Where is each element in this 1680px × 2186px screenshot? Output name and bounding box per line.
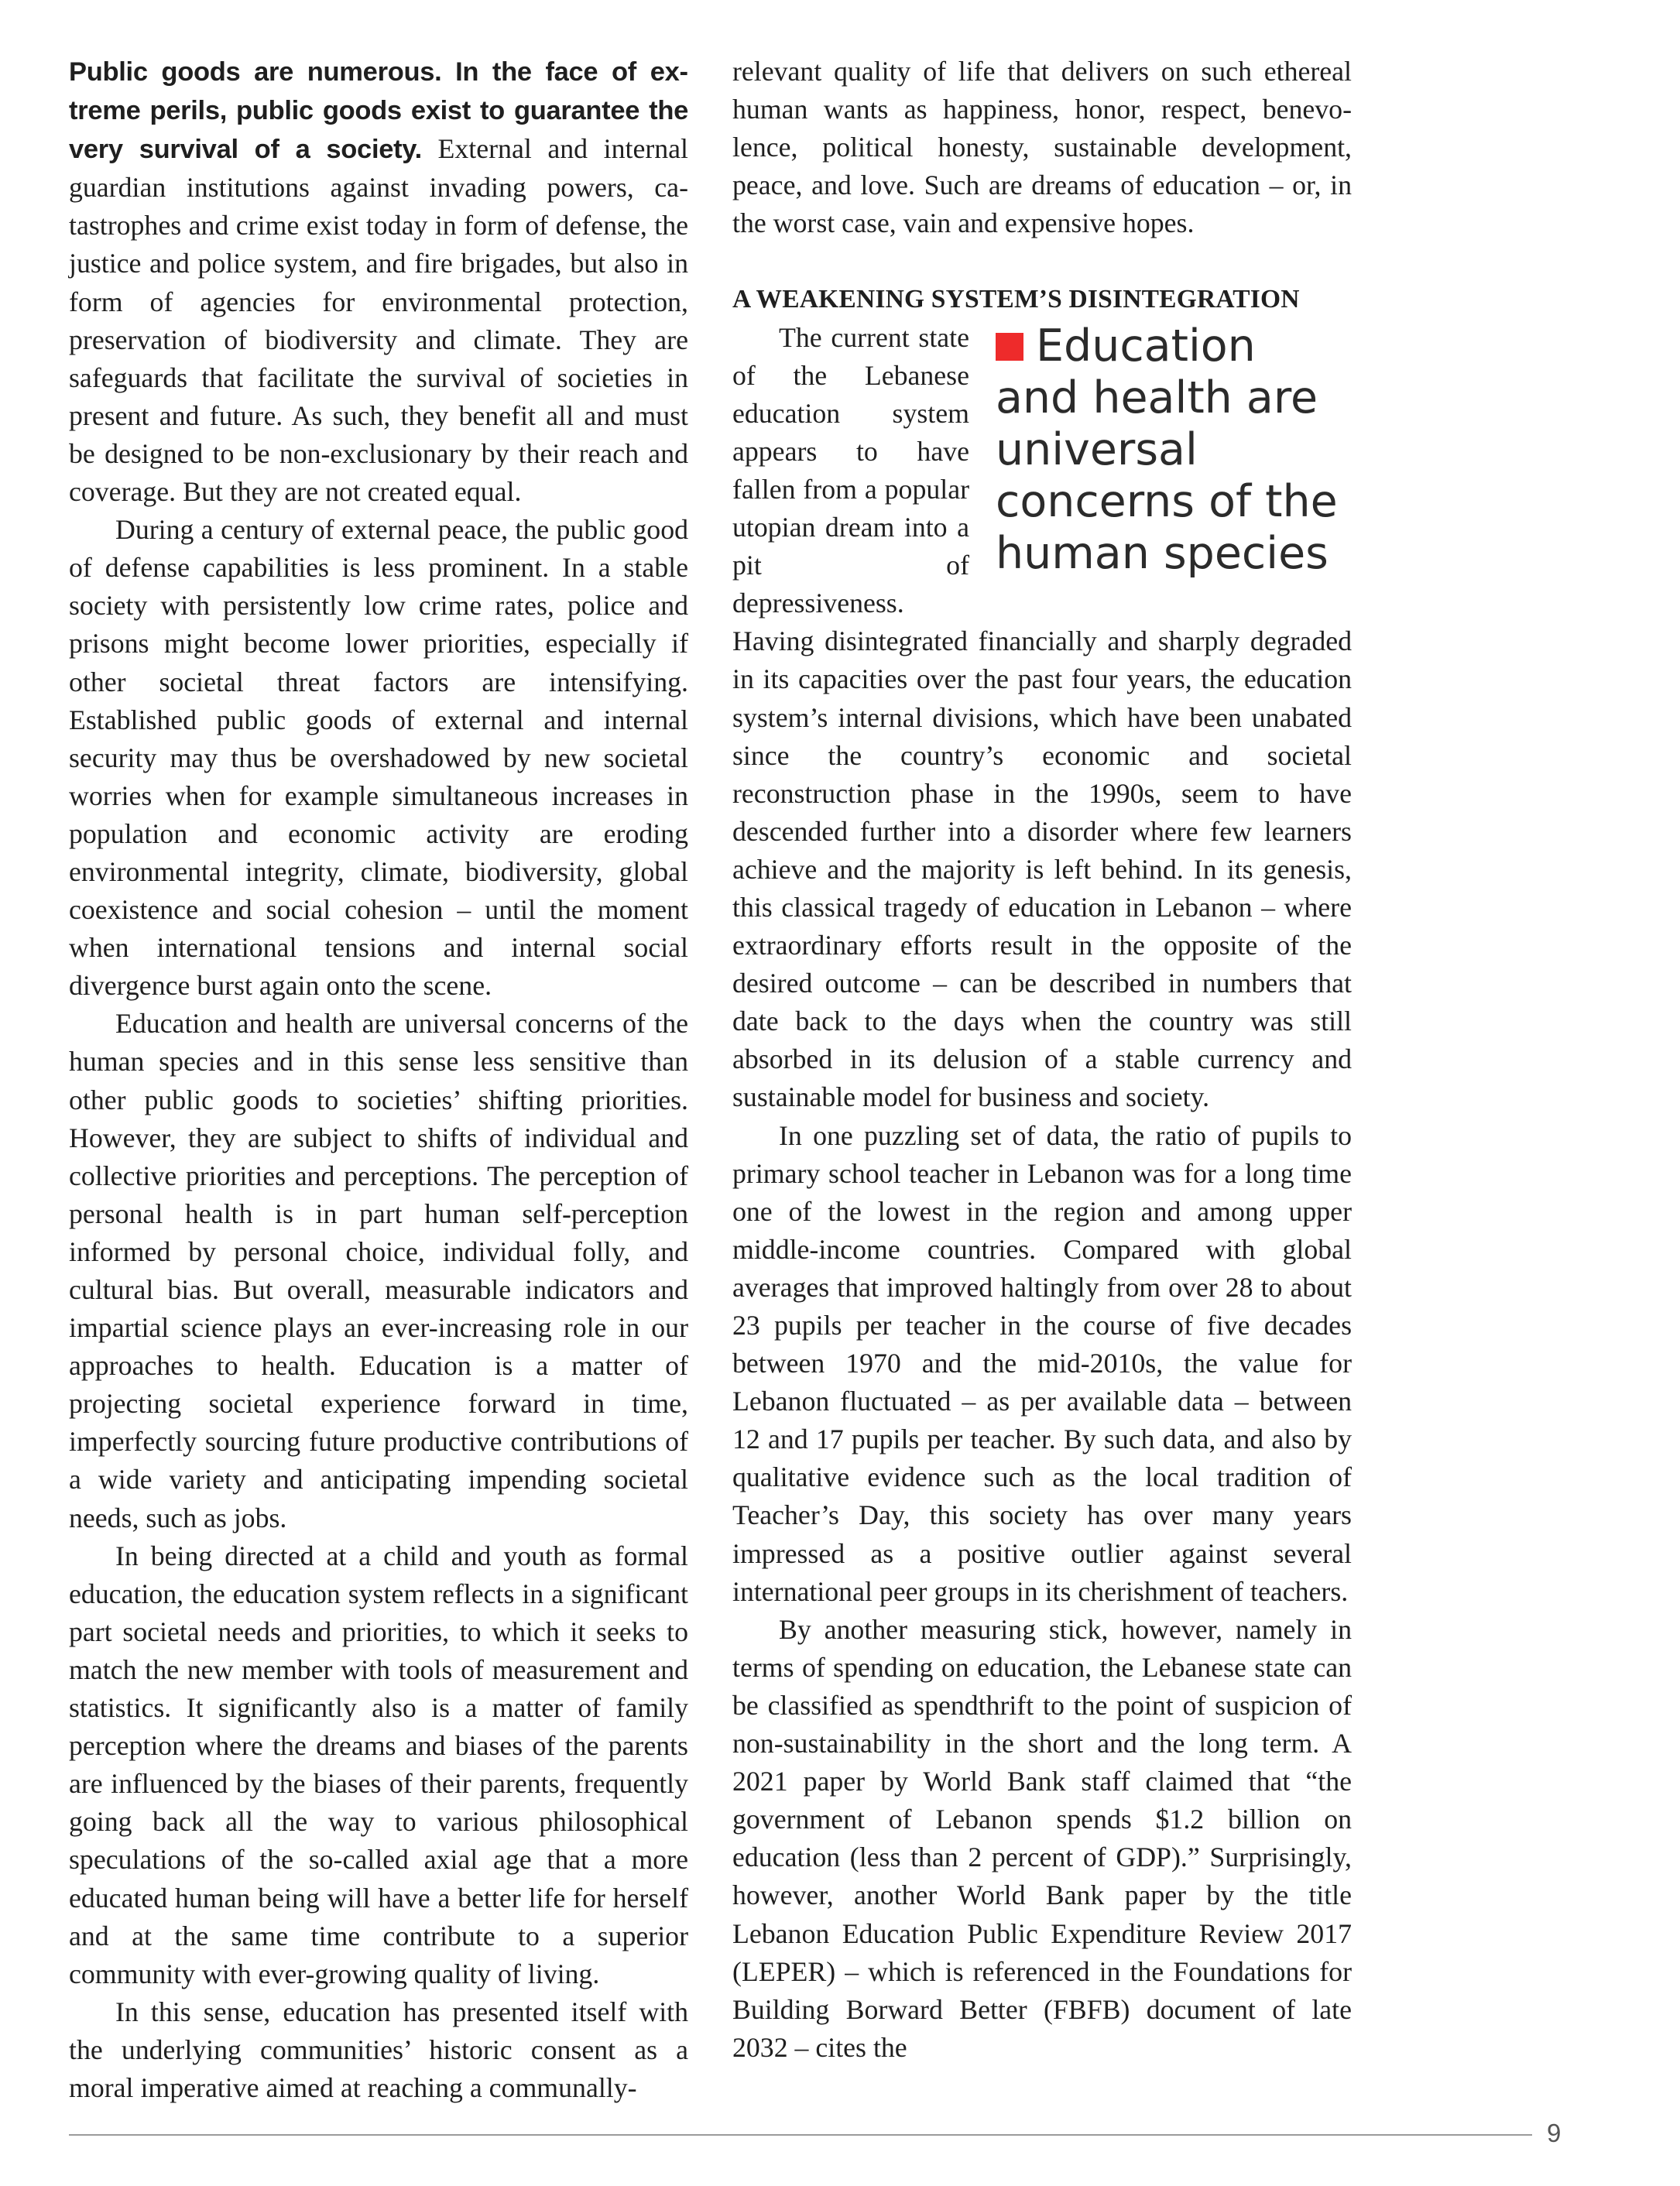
body-paragraph: Education and health are universal concerns of the human species and in this sense less sensitive than other public goods to societies’ shifting priorities. However, they are subject to shifts of individual and collective priorities and perceptions. The perception of personal health is in part human self-perception informed by personal choice, individual folly, and cultural bias. But overall, measurable indicators and impartial science plays an ever-increasing role in our approaches to health. Education is a matter of projecting societal experience forward in time, imperfectly sourcing future productive contributions of a wide variety and anticipating impending societal needs, such as jobs.: [69, 1008, 688, 1533]
body-paragraph: In this sense, education has presented itself with the underlying communities’ historic consent as a moral imperative aimed at reaching a communally-: [69, 1996, 688, 2103]
footer-rule: [69, 2134, 1532, 2136]
body-paragraph: In being directed at a child and youth as formal education, the education system reflects in a significant part societal needs and priorities, to which it seeks to match the new member with tools of measurement and statistics. It significantly also is a matter of family perception where the dreams and biases of the parents are influenced by the biases of their parents, frequently going back all the way to various philosophical speculations of the so-called axial age that a more educated human being will have a better life for herself and at the same time contribute to a superior community with ever-growing quality of living.: [69, 1540, 688, 1989]
lead-body-text: External and internal guardian institutions against invading powers, catastrophes and crime exist today in form of defense, the justice and police system, and fire brigades, but also in form of agencies for environmental protection, preservation of biodiversity and climate. They are safeguards that facilitate the survival of societies in present and future. As such, they benefit all and must be designed to be non-exclusionary by their reach and coverage. But they are not created equal.: [69, 133, 688, 508]
lead-bold-text: Public goods are numerous. In the face of extreme perils, public goods exist to guarantee the very survival of a society.: [69, 57, 688, 165]
right-column: [732, 53, 1352, 2067]
body-paragraph: During a century of external peace, the public good of defense capabilities is less prominent. In a stable society with persistently low crime rates, police and prisons might become lower priorities, especially if other societal threat factors are intensifying. Established public goods of external and internal security may thus be overshadowed by new societal worries when for example simultaneous increases in population and economic activity are eroding environmental integrity, climate, biodiversity, global coexistence and social cohesion – until the moment when international tensions and internal social divergence burst again onto the scene.: [69, 514, 688, 1002]
section-heading: A WEAKENING SYSTEM’S DISINTEGRATION: [732, 285, 1300, 314]
body-paragraph: In one puzzling set of data, the ratio of pupils to primary school teacher in Lebanon was for a long time one of the lowest in the region and among upper middle-income countries. Compared with global averages that improved haltingly from over 28 to about 23 pupils per teacher in the course of five decades between 1970 and the mid-2010s, the value for Lebanon fluctuated – as per available data – between 12 and 17 pupils per teacher. By such data, and also by qualitative evidence such as the local tradition of Teacher’s Day, this society has over many years impressed as a positive outlier against several international peer groups in its cherishment of teachers.: [732, 1119, 1352, 1607]
page-number: 9: [1547, 2119, 1562, 2147]
red-square-icon: [996, 333, 1023, 361]
lead-paragraph: [69, 53, 688, 511]
body-paragraph: By another measuring stick, however, namely in terms of spending on education, the Lebanese state can be classified as spendthrift to the point of suspicion of non-sustainability in the short and the long term. A 2021 paper by World Bank staff claimed that “the government of Lebanon spends $1.2 billion on education (less than 2 percent of GDP).” Surprisingly, however, another World Bank paper by the title Lebanon Education Public Expenditure Review 2017 (LEPER) – which is referenced in the Foundations for Building Borward Better (FBFB) document of late 2032 – cites the: [732, 1613, 1352, 2063]
left-column: [69, 53, 688, 2107]
pull-quote-text: Education and health are universal concerns of the human species: [996, 320, 1338, 579]
body-paragraph-with-pullquote: [732, 319, 1352, 1117]
body-paragraph: relevant quality of life that delivers on such ethereal human wants as happiness, honor, respect, benevolence, political honesty, sustainable development, peace, and love. Such are dreams of education – or, in the worst case, vain and expensive hopes.: [732, 56, 1352, 239]
pull-quote: [988, 320, 1352, 585]
body-text: The current state of the Lebanese education system appears to have fallen from a popular utopian dream into a pit of depressiveness. Having disintegrated financially and sharply degraded in its capacities over the past four years, the education system’s internal divisions, which have been unabated since the country’s economic and societal reconstruction phase in the 1990s, seem to have descended further into a disorder where few learners achieve and the majority is left behind. In its genesis, this classical tragedy of education in Lebanon – where extraordinary efforts result in the opposite of the desired outcome – can be described in numbers that date back to the days when the country was still absorbed in its delusion of a stable currency and sustainable model for business and society.: [732, 321, 1352, 1113]
